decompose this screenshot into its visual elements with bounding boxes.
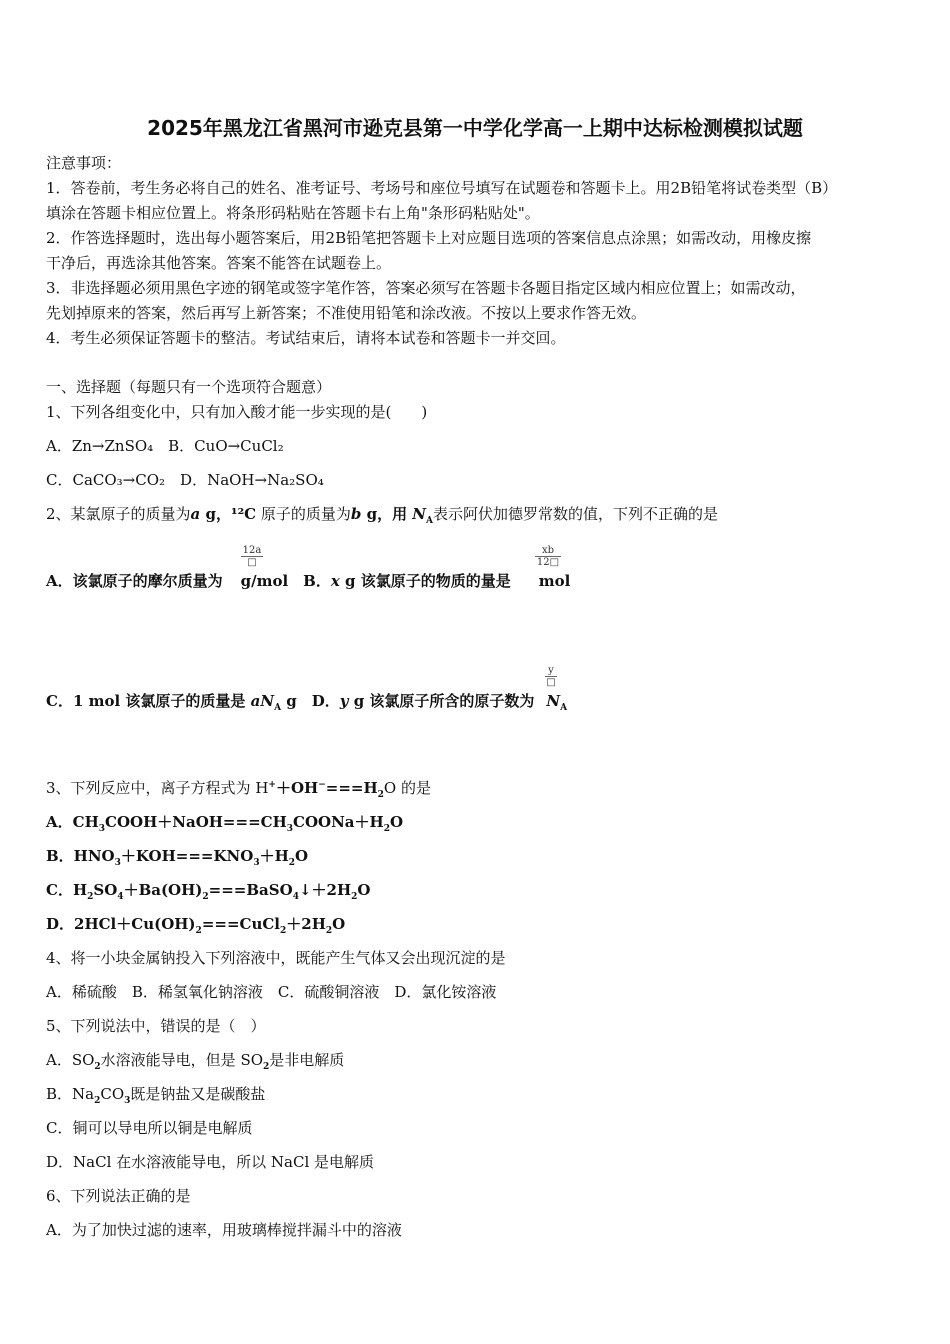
fraction-y: y □ xyxy=(546,665,556,688)
question-3-option-b: B．$HNO_3+KOH===KNO_3+H_2O$ xyxy=(46,847,309,868)
fraction-xb: $\frac{xb}{12□}$ xyxy=(536,545,560,568)
question-1-stem: 1、下列各组变化中，只有加入酸才能一步实现的是( ) xyxy=(46,403,428,421)
page-title: 2025年黑龙江省黑河市逊克县第一中学化学高一上期中达标检测模拟试题 xyxy=(147,116,803,140)
question-5-stem: 5、下列说法中，错误的是（ ） xyxy=(46,1017,266,1035)
question-3-option-a: A．$CH_3COOH+NaOH===CH_3COONa+H_2O$ xyxy=(46,813,404,834)
question-6-stem: 6、下列说法正确的是 xyxy=(46,1187,191,1205)
question-2-options-row1: A．该氯原子的摩尔质量为 g/mol B．x g 该氯原子的物质的量是 mol xyxy=(46,572,571,590)
question-5-option-a: A．$SO_2$水溶液能导电，但是 $SO_2$是非电解质 xyxy=(46,1051,345,1072)
notice-line: 4．考生必须保证答题卡的整洁。考试结束后，请将本试卷和答题卡一并交回。 xyxy=(46,329,566,347)
notice-line: 填涂在答题卡相应位置上。将条形码粘贴在答题卡右上角"条形码粘贴处"。 xyxy=(46,204,540,222)
question-6-option-a: A．为了加快过滤的速率，用玻璃棒搅拌漏斗中的溶液 xyxy=(46,1221,402,1239)
notice-line: 干净后，再选涂其他答案。答案不能答在试题卷上。 xyxy=(46,254,392,272)
notice-line: 1．答卷前，考生务必将自己的姓名、准考证号、考场号和座位号填写在试题卷和答题卡上。用2B铅笔将试卷类型（B） xyxy=(46,179,838,197)
question-2-stem: 2、某氯原子的质量为a g，¹²C 原子的质量为b g，用 $N_A$表示阿伏加德罗常数的值，下列不正确的是 xyxy=(46,505,719,526)
question-1-options-row1: A．Zn→ZnSO₄ B．CuO→CuCl₂ xyxy=(46,437,284,455)
section-heading: 一、选择题（每题只有一个选项符合题意） xyxy=(46,378,332,396)
question-4-options: A．稀硫酸 B．稀氢氧化钠溶液 C．硫酸铜溶液 D．氯化铵溶液 xyxy=(46,983,497,1001)
notice-heading: 注意事项： xyxy=(46,154,122,172)
notice-line: 3．非选择题必须用黑色字迹的钢笔或签字笔作答，答案必须写在答题卡各题目指定区域内相应位置上；如需改动， xyxy=(46,279,806,297)
question-2-options-row2: C．1 mol 该氯原子的质量是 $aN_A$ g D．y g 该氯原子所含的原子数为 $N_A$ xyxy=(46,692,568,713)
notice-line: 2．作答选择题时，选出每小题答案后，用2B铅笔把答题卡上对应题目选项的答案信息点涂黑；如需改动，用橡皮擦 xyxy=(46,229,812,247)
question-3-option-c: C．$H_2SO_4+Ba(OH)_2===BaSO_4↓+2H_2O$ xyxy=(46,881,371,902)
question-5-option-b: B．$Na_2CO_3$既是钠盐又是碳酸盐 xyxy=(46,1085,266,1106)
notice-line: 先划掉原来的答案，然后再写上新答案；不准使用铅笔和涂改液。不按以上要求作答无效。 xyxy=(46,304,647,322)
question-1-options-row2: C．CaCO₃→CO₂ D．NaOH→Na₂SO₄ xyxy=(46,471,324,489)
question-5-option-c: C．铜可以导电所以铜是电解质 xyxy=(46,1119,253,1137)
question-4-stem: 4、将一小块金属钠投入下列溶液中，既能产生气体又会出现沉淀的是 xyxy=(46,949,506,967)
question-5-option-d: D．NaCl 在水溶液能导电，所以 NaCl 是电解质 xyxy=(46,1153,375,1171)
question-3-option-d: D．$2HCl+Cu(OH)_2===CuCl_2+2H_2O$ xyxy=(46,915,346,936)
fraction-12a: 12a □ xyxy=(242,545,262,568)
question-3-stem: 3、下列反应中，离子方程式为 $H^++OH^-===H_2O$ 的是 xyxy=(46,779,431,800)
